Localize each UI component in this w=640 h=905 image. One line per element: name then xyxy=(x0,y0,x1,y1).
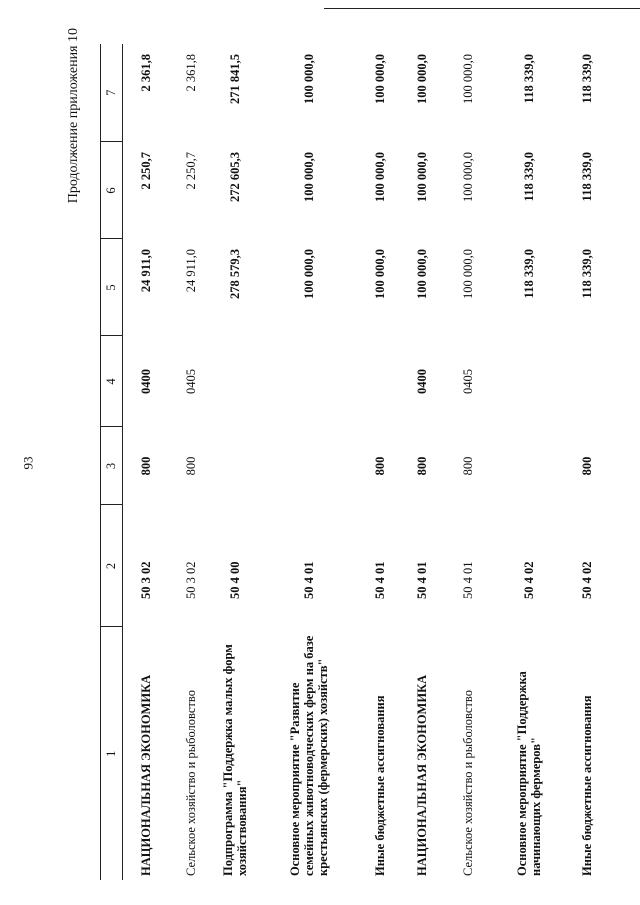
program-code: 50 4 00 xyxy=(228,561,242,599)
table-row xyxy=(169,44,213,880)
table-row xyxy=(213,44,257,880)
table-row xyxy=(257,44,361,880)
expense-type xyxy=(213,427,257,505)
program-code: 50 4 01 xyxy=(373,561,387,599)
rotated-page xyxy=(60,20,594,880)
amount-col5: 24 911,0 xyxy=(184,249,198,293)
section-code: 0400 xyxy=(139,369,153,394)
amount-col5: 100 000,0 xyxy=(373,249,387,299)
amount-col6: 272 605,3 xyxy=(228,152,242,202)
amount-col7: 100 000,0 xyxy=(373,54,387,104)
amount-col5: 100 000,0 xyxy=(302,249,316,299)
column-header: 5 xyxy=(101,239,123,336)
table-row xyxy=(123,44,170,880)
program-code: 50 4 02 xyxy=(580,561,594,599)
table-header-row xyxy=(101,44,123,880)
amount-col6: 100 000,0 xyxy=(415,152,429,202)
expense-type xyxy=(491,427,567,505)
program-code: 50 3 02 xyxy=(184,561,198,599)
amount-col5: 278 579,3 xyxy=(228,249,242,299)
budget-table xyxy=(100,44,607,880)
table-row xyxy=(567,44,607,880)
page-number: 93 xyxy=(20,456,36,470)
amount-col6: 100 000,0 xyxy=(461,152,475,202)
section-code: 0405 xyxy=(461,369,475,394)
table-row xyxy=(491,44,567,880)
section-code xyxy=(567,336,607,427)
amount-col7: 2 361,8 xyxy=(184,54,198,92)
row-name: Основное мероприятие "Развитие семейных животноводческих ферм на базе крестьянских (фермерских) хозяйств" xyxy=(288,635,330,876)
expense-type: 800 xyxy=(580,456,594,476)
amount-col7: 100 000,0 xyxy=(415,54,429,104)
amount-col5: 100 000,0 xyxy=(461,249,475,299)
row-name: Иные бюджетные ассигнования xyxy=(580,695,594,876)
amount-col5: 24 911,0 xyxy=(139,249,153,293)
amount-col6: 100 000,0 xyxy=(373,152,387,202)
expense-type: 800 xyxy=(415,456,429,476)
appendix-caption: Продолжение приложения 10 xyxy=(66,28,81,204)
amount-col7: 2 361,8 xyxy=(139,54,153,92)
row-name: Сельское хозяйство и рыболовство xyxy=(461,690,475,876)
amount-col7: 100 000,0 xyxy=(302,54,316,104)
section-code xyxy=(491,336,567,427)
amount-col7: 118 339,0 xyxy=(580,54,594,104)
program-code: 50 4 01 xyxy=(461,561,475,599)
expense-type: 800 xyxy=(184,456,198,476)
section-code: 0405 xyxy=(184,369,198,394)
expense-type: 800 xyxy=(139,456,153,476)
row-name: Подпрограмма "Поддержка малых форм хозяйствования" xyxy=(221,644,249,876)
expense-type xyxy=(257,427,361,505)
section-code: 0400 xyxy=(415,369,429,394)
program-code: 50 4 02 xyxy=(522,561,536,599)
row-name: НАЦИОНАЛЬНАЯ ЭКОНОМИКА xyxy=(415,674,429,876)
column-header: 1 xyxy=(101,627,123,880)
amount-col5: 118 339,0 xyxy=(522,249,536,299)
amount-col7: 118 339,0 xyxy=(522,54,536,104)
expense-type: 800 xyxy=(373,456,387,476)
expense-type: 800 xyxy=(461,456,475,476)
table-row xyxy=(399,44,445,880)
column-header: 3 xyxy=(101,427,123,505)
amount-col7: 100 000,0 xyxy=(461,54,475,104)
column-header: 7 xyxy=(101,44,123,142)
program-code: 50 4 01 xyxy=(415,561,429,599)
program-code: 50 4 01 xyxy=(302,561,316,599)
table-row xyxy=(361,44,399,880)
amount-col6: 118 339,0 xyxy=(580,152,594,202)
column-header: 6 xyxy=(101,142,123,239)
amount-col6: 118 339,0 xyxy=(522,152,536,202)
program-code: 50 3 02 xyxy=(139,561,153,599)
table-row xyxy=(445,44,491,880)
amount-col6: 100 000,0 xyxy=(302,152,316,202)
row-name: НАЦИОНАЛЬНАЯ ЭКОНОМИКА xyxy=(139,674,153,876)
row-name: Основное мероприятие "Поддержка начинающих фермеров" xyxy=(515,671,543,876)
amount-col5: 118 339,0 xyxy=(580,249,594,299)
amount-col7: 271 841,5 xyxy=(228,54,242,104)
amount-col6: 2 250,7 xyxy=(139,152,153,190)
top-rule xyxy=(324,8,640,9)
amount-col6: 2 250,7 xyxy=(184,152,198,190)
column-header: 4 xyxy=(101,336,123,427)
section-code xyxy=(213,336,257,427)
row-name: Сельское хозяйство и рыболовство xyxy=(184,690,198,876)
amount-col5: 100 000,0 xyxy=(415,249,429,299)
section-code xyxy=(257,336,361,427)
section-code xyxy=(361,336,399,427)
row-name: Иные бюджетные ассигнования xyxy=(373,695,387,876)
column-header: 2 xyxy=(101,505,123,627)
